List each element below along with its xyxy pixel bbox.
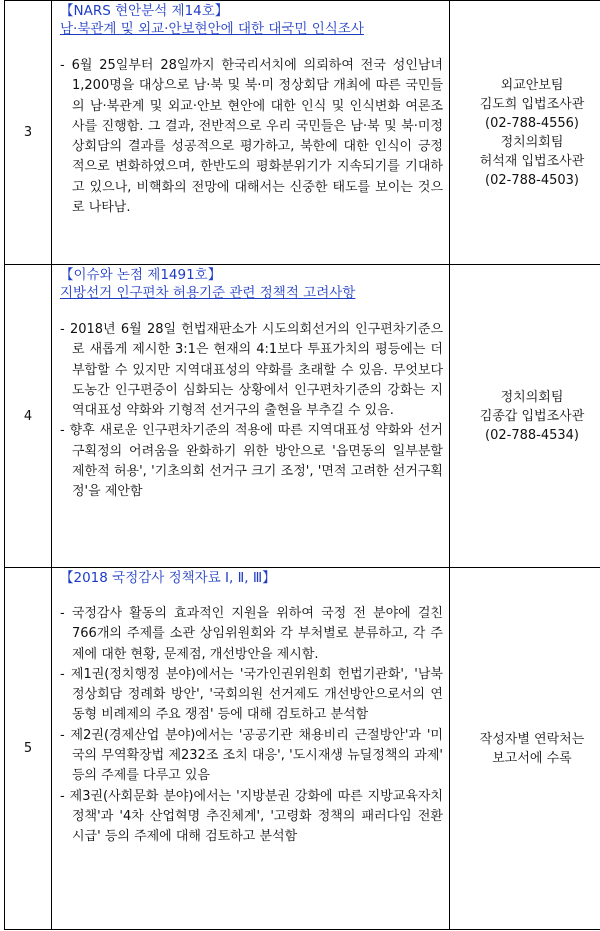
- series-label: 【2018 국정감사 정책자료 Ⅰ, Ⅱ, Ⅲ】: [60, 570, 276, 586]
- contact-note: 보고서에 수록: [492, 750, 572, 766]
- contact-person: 김종갑 입법조사관: [479, 408, 585, 424]
- contact-person: 김도희 입법조사관: [479, 96, 585, 112]
- contact-cell: [450, 1, 600, 265]
- summary-item: - 제1권(정치행정 분야)에서는 '국가인권위원회 헌법기관화', '남북정상회담 정례화 방안', '국회의원 선거제도 개선방안으로서의 연동형 비례제의 주요 쟁점' 등에 대해 검토하고 분석함: [60, 666, 443, 723]
- report-title: 남·북관계 및 외교·안보현안에 대한 대국민 인식조사: [60, 21, 364, 37]
- contact-person: 허석재 입법조사관: [479, 153, 585, 169]
- contact-cell: [450, 265, 600, 568]
- contact-note: 작성자별 연락처는: [479, 731, 585, 747]
- report-table: [4, 0, 600, 930]
- row-number: 3: [5, 1, 52, 265]
- contact-team: 외교안보팀: [500, 77, 564, 93]
- summary-item: - 국정감사 활동의 효과적인 지원을 위하여 국정 전 분야에 걸친 766개의 주제를 소관 상임위원회와 각 부처별로 분류하고, 각 주제에 대한 현황, 문제점, 개선방안을 제시함.: [60, 606, 443, 662]
- row-content: [52, 1, 450, 265]
- table-row: [5, 265, 600, 568]
- summary-item: - 6월 25일부터 28일까지 한국리서치에 의뢰하여 전국 성인남녀 1,200명을 대상으로 남·북 및 북·미 정상회담 개최에 따른 국민들의 남·북관계 및 외교·안보 현안에 대한 인식 및 인식변화 여론조사를 진행함. 그 결과, 전반적으로 우리 국민들은 남·북 및 북·미정상회담의 결과를 성공적으로 평가하고, 북한에 대한 인식이 긍정적으로 변화하였으며, 한반도의 평화분위기가 지속되기를 기대하고 있으나, 비핵화의 전망에 대해서는 신중한 태도를 보이는 것으로 나타남.: [60, 58, 443, 216]
- contact-phone: (02-788-4534): [485, 427, 579, 443]
- row-number: 5: [5, 568, 52, 930]
- table-row: [5, 1, 600, 265]
- contact-team: 정치의회팀: [500, 134, 564, 150]
- contact-cell: [450, 568, 600, 930]
- contact-phone: (02-788-4503): [485, 172, 579, 188]
- report-title: 지방선거 인구편차 허용기준 관련 정책적 고려사항: [60, 285, 356, 301]
- summary-item: - 제2권(경제산업 분야)에서는 '공공기관 채용비리 근절방안'과 '미국의 무역확장법 제232조 조치 대응', '도시재생 뉴딜정책의 과제' 등의 주제를 다루고 있음: [60, 727, 443, 784]
- summary-item: - 향후 새로운 인구편차기준의 적용에 따른 지역대표성 약화와 선거구획정의 어려움을 완화하기 위한 방안으로 '읍면동의 일부분할 제한적 허용', '기초의회 선거구 크기 조정', '면적 고려한 선거구획정'을 제안함: [60, 423, 443, 500]
- series-label: 【NARS 현안분석 제14호】: [60, 3, 229, 19]
- summary-item: - 2018년 6월 28일 헌법재판소가 시도의회선거의 인구편차기준으로 새롭게 제시한 3:1은 현재의 4:1보다 투표가치의 평등에는 더 부합할 수 있지만 지역대표성의 약화를 초래할 수 있음. 무엇보다 도농간 인구편중이 심화되는 상황에서 인구편차기준의 강화는 지역대표성 약화와 기형적 선거구의 출현을 부추길 수 있음.: [60, 322, 443, 419]
- contact-team: 정치의회팀: [500, 389, 564, 405]
- contact-phone: (02-788-4556): [485, 115, 579, 131]
- row-content: [52, 568, 450, 930]
- series-label: 【이슈와 논점 제1491호】: [60, 267, 222, 283]
- row-number: 4: [5, 265, 52, 568]
- summary-item: - 제3권(사회문화 분야)에서는 '지방분권 강화에 따른 지방교육자치 정책'과 '4차 산업혁명 추진체계', '고령화 정책의 패러다임 전환 시급' 등의 주제에 대해 검토하고 분석함: [60, 788, 443, 845]
- table-row: [5, 568, 600, 930]
- row-content: [52, 265, 450, 568]
